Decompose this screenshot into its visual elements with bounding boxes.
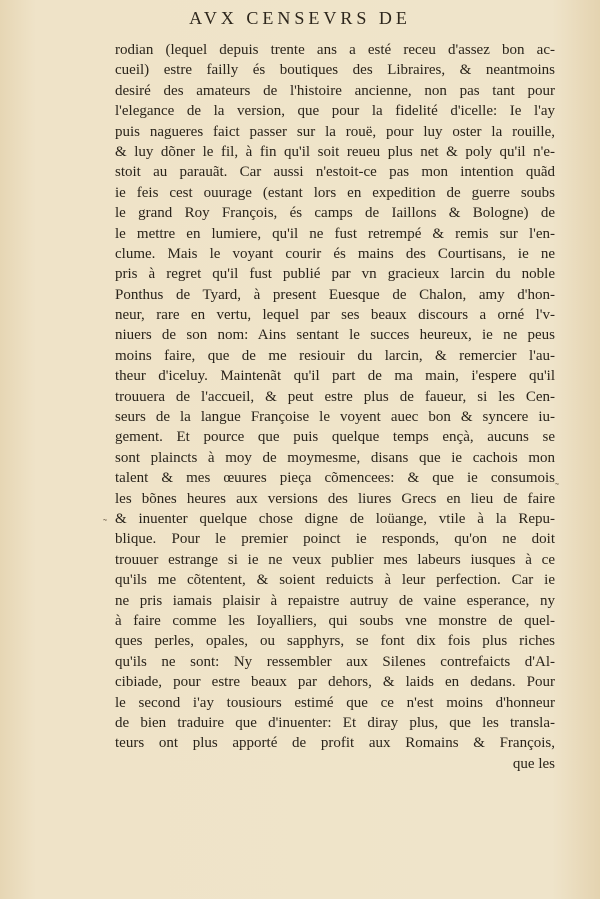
text-line: cueil) estre failly és boutiques des Libraires, & neantmoins (115, 62, 555, 79)
text-line: desiré des amateurs de l'histoire ancienne, non pas tant pour (115, 82, 555, 99)
text-line: le grand Roy François, és camps de Iaillons & Bologne) de (115, 205, 555, 222)
text-line: ques perles, opales, ou sapphyrs, se font dix fois plus riches (115, 633, 555, 650)
text-line: theur d'iceluy. Maintenãt qu'il part de ma main, i'espere qu'il (115, 368, 555, 385)
text-line: gement. Et pource que puis quelque temps ençà, aucuns se (115, 429, 555, 446)
text-line: stoit au parauãt. Car aussi n'estoit-ce pas mon intention quãd (115, 164, 555, 181)
text-line: & luy dõner le fil, à fin qu'il soit reueu plus net & poly qu'il n'e- (115, 143, 555, 160)
text-line: ie feis cest ouurage (estant lors en expedition de guerre soubs (115, 184, 555, 201)
text-line: puis nagueres faict passer sur la rouë, pour luy oster la rouille, (115, 123, 555, 140)
margin-mark: ˜ (555, 480, 559, 494)
text-line: qu'ils me cõtentent, & soient reduicts à leur perfection. Car ie (115, 572, 555, 589)
text-line: & inuenter quelque chose digne de loüange, vtile à la Repu- (115, 510, 555, 527)
running-head: AVX CENSEVRS DE (189, 8, 411, 28)
text-line: teurs ont plus apporté de profit aux Romains & François, (115, 735, 555, 752)
text-line: niuers de son nom: Ains sentant le succes heureux, ie ne peus (115, 327, 555, 344)
text-line: le mettre en lumiere, qu'il ne fust retrempé & remis sur l'en- (115, 225, 555, 242)
text-line: blique. Pour le premier poinct ie responds, qu'on ne doit (115, 531, 555, 548)
text-line: Ponthus de Tyard, à present Euesque de Chalon, amy d'hon- (115, 286, 555, 303)
text-line: sont plaincts à moy de moymesme, disans que ie cachois mon (115, 449, 555, 466)
margin-mark: ˜ (103, 516, 107, 530)
text-line: trouuer estrange si ie ne veux publier mes labeurs iusques à ce (115, 551, 555, 568)
text-line: clume. Mais le voyant courir és mains des Courtisans, ie ne (115, 245, 555, 262)
text-line: moins faire, que de me resiouir du larcin, & remercier l'au- (115, 347, 555, 364)
text-line: ne pris iamais plaisir à repaistre autruy de vaine esperance, ny (115, 592, 555, 609)
text-line: le second i'ay tousiours estimé que ce n'est moins d'honneur (115, 694, 555, 711)
text-line: trouuera de l'accueil, & peut estre plus de faueur, si les Cen- (115, 388, 555, 405)
text-line: l'elegance de la version, que pour la fidelité d'icelle: Ie l'ay (115, 103, 555, 120)
text-line: à faire comme les Ioyalliers, qui soubs vne monstre de quel- (115, 612, 555, 629)
text-line: talent & mes œuures pieça cõmencees: & que ie consumois (115, 470, 555, 487)
text-line: rodian (lequel depuis trente ans a esté receu d'assez bon ac- (115, 42, 555, 58)
text-line: seurs de la langue Françoise le voyent auec bon & syncere iu- (115, 409, 555, 426)
text-line: cibiade, pour estre beaux par dehors, & laids en dedans. Pour (115, 674, 555, 691)
text-line: les bõnes heures aux versions des liures Grecs en lieu de faire (115, 490, 555, 507)
text-line: qu'ils ne sont: Ny ressembler aux Silenes contrefaicts d'Al- (115, 653, 555, 670)
body-text (115, 40, 555, 774)
catchword: que les (512, 755, 555, 772)
text-line: neur, rare en vertu, lequel par ses beaux discours a orné l'v- (115, 307, 555, 324)
text-line: pris à regret qu'il fust publié par vn gracieux larcin du noble (115, 266, 555, 283)
text-line: de bien traduire que d'inuenter: Et diray plus, que les transla- (115, 714, 555, 731)
